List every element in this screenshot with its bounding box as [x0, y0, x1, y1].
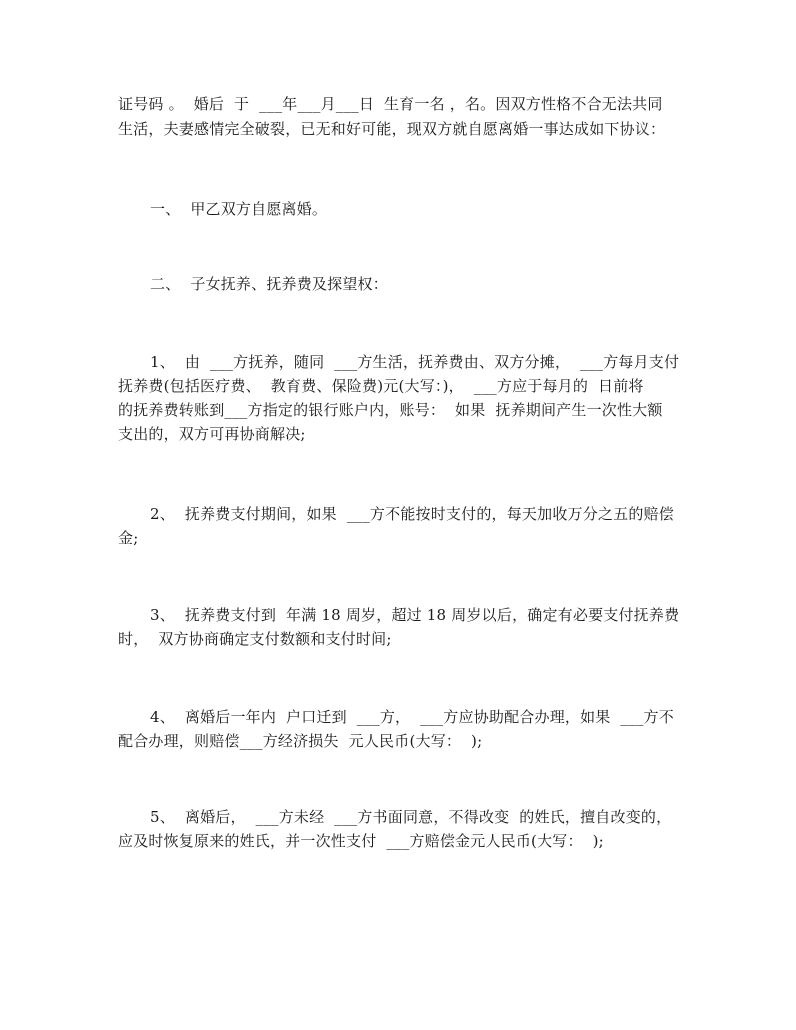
item-1-line-3: 的抚养费转账到___方指定的银行账户内，账号： 如果 抚养期间产生一次性大额	[118, 401, 663, 419]
intro-line-2: 生活，夫妻感情完全破裂，已无和好可能，现双方就自愿离婚一事达成如下协议：	[118, 120, 666, 138]
item-4-line-1: 4、 离婚后一年内 户口迁到 ___方， ___方应协助配合办理，如果 ___方不	[150, 708, 674, 726]
item-2-line-2: 金;	[118, 529, 139, 547]
item-1-line-1: 1、 由 ___方抚养，随同 ___方生活，抚养费由、双方分摊， ___方每月支付	[150, 353, 680, 371]
item-3-line-1: 3、 抚养费支付到 年满 18 周岁，超过 18 周岁以后，确定有必要支付抚养费	[150, 606, 680, 624]
item-1-line-2: 抚养费(包括医疗费、 教育费、保险费)元(大写：)， ___方应于每月的 日前将	[118, 377, 644, 395]
intro-line-1: 证号码 。 婚后 于 ___年___月___日 生育一名 ，名。因双方性格不合无法共同	[118, 95, 663, 113]
section-1-heading: 一、 甲乙双方自愿离婚。	[150, 200, 328, 218]
item-1-line-4: 支出的，双方可再协商解决;	[118, 425, 306, 443]
section-2-heading: 二、 子女抚养、抚养费及探望权：	[150, 275, 388, 293]
item-2-line-1: 2、 抚养费支付期间，如果 ___方不能按时支付的，每天加收万分之五的赔偿	[150, 505, 674, 523]
item-3-line-2: 时， 双方协商确定支付数额和支付时间;	[118, 630, 392, 648]
item-5-line-2: 应及时恢复原来的姓氏，并一次性支付 ___方赔偿金元人民币(大写： );	[118, 832, 604, 850]
item-4-line-2: 配合办理，则赔偿___方经济损失 元人民币(大写： );	[118, 732, 483, 750]
item-5-line-1: 5、 离婚后， ___方未经 ___方书面同意，不得改变 的姓氏，擅自改变的，	[150, 808, 672, 826]
